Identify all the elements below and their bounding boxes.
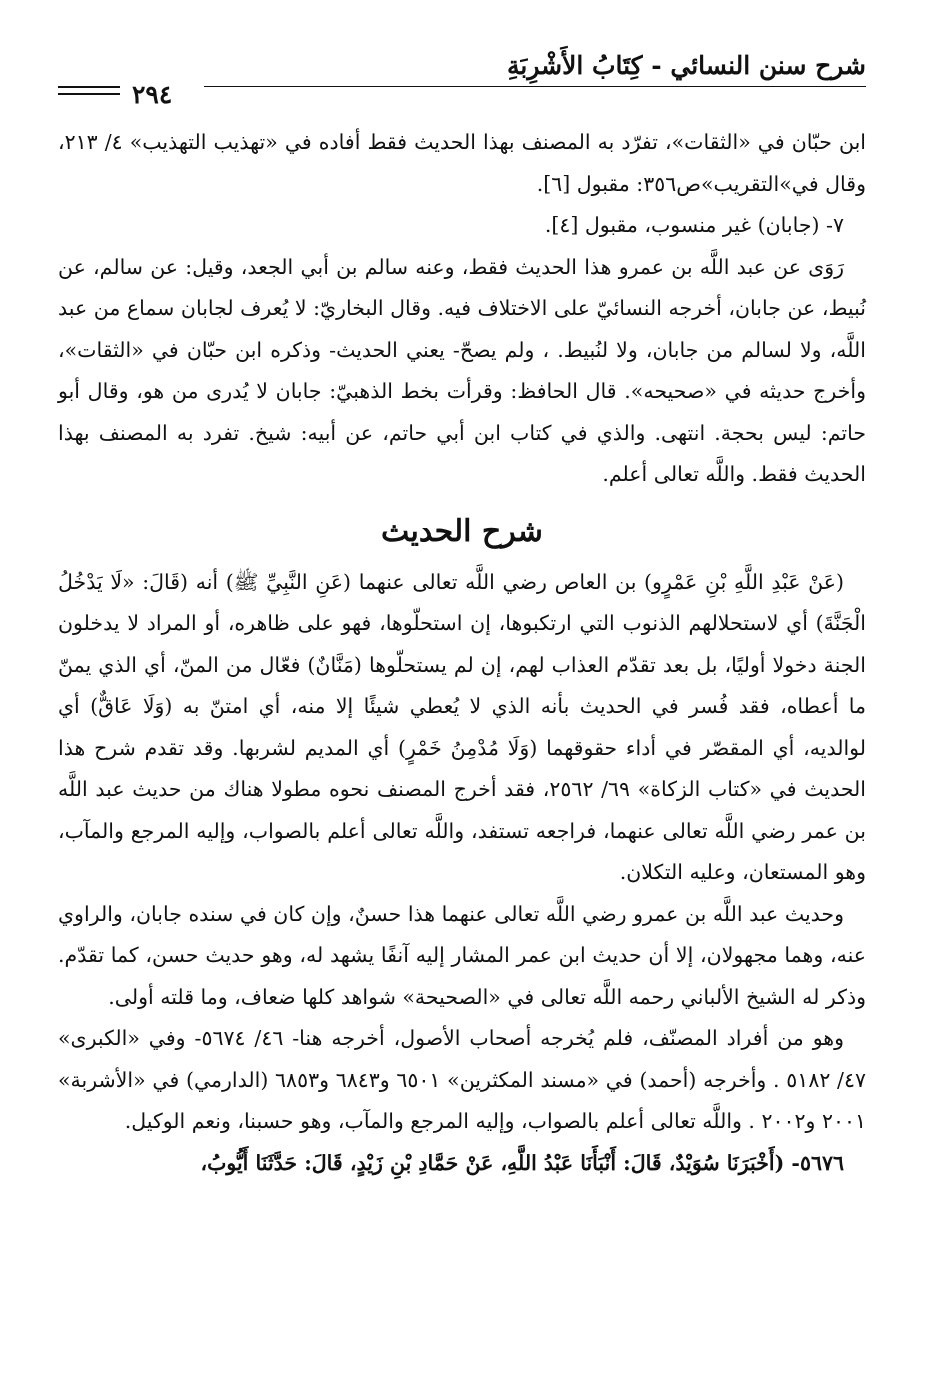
paragraph-narrator-jaban: ٧- (جابان) غير منسوب، مقبول [٤]. [544, 213, 844, 237]
paragraph-jaban-biography: رَوَى عن عبد اللَّه بن عمرو هذا الحديث فقط، وعنه سالم بن أبي الجعد، وقيل: عن سالم، عن نُبيط، عن جابان، أخرجه النسائيّ على الاختلاف فيه. وقال البخاريّ: لا يُعرف لجابان سماع من عبد اللَّه، ولا لسالم من جابان، ولا لنُبيط. ، ولم يصحّ- يعني الحديث- وذكره ابن حبّان في «الثقات»، وأخرج حديثه في «صحيحه». قال الحافظ: وقرأت بخط الذهبيّ: جابان لا يُدرى من هو، وقال أبو حاتم: ليس بحجة. انتهى. والذي في كتاب ابن أبي حاتم، عن أبيه: شيخ. تفرد به المصنف بهذا الحديث فقط. واللَّه تعالى أعلم. [58, 254, 866, 486]
page-number-rules [58, 86, 120, 100]
running-title: شرح سنن النسائي - كِتَابُ الأَشْرِبَةِ [506, 51, 866, 80]
page-body [58, 122, 866, 1184]
page-header [58, 48, 866, 109]
hadith-chain-line: ٥٦٧٦- (أَخْبَرَنَا سُوَيْدٌ، قَالَ: أَنْبَأَنَا عَبْدُ اللَّهِ، عَنْ حَمَّادِ بْنِ زَيْدٍ، قَالَ: حَدَّثَنَا أَيُّوبُ، [200, 1150, 844, 1175]
section-title: شرح الحديث [381, 513, 543, 549]
paragraph-hadith-grading: وحديث عبد اللَّه بن عمرو رضي اللَّه تعالى عنهما هذا حسنٌ، وإن كان في سنده جابان، والراوي عنه، وهما مجهولان، إلا أن حديث ابن عمر المشار إليه آنفًا يشهد له، وهو حديث حسن، كما تقدّم. وذكر له الشيخ الألباني رحمه اللَّه تعالى في «الصحيحة» شواهد كلها ضعاف، وما قلته أولى. [58, 901, 866, 1009]
document-page [58, 48, 866, 1348]
page-number: ٢٩٤ [122, 78, 182, 112]
paragraph-narrator-note: ابن حبّان في «الثقات»، تفرّد به المصنف بهذا الحديث فقط أفاده في «تهذيب التهذيب» ٤/ ٢١٣، وقال في»التقريب»ص٣٥٦: مقبول [٦]. [58, 130, 866, 196]
header-rule [204, 86, 866, 87]
paragraph-hadith-explanation: (عَنْ عَبْدِ اللَّهِ بْنِ عَمْرٍو) بن العاص رضي اللَّه تعالى عنهما (عَنِ النَّبِيِّ ﷺ) أنه (قَالَ: «لَا يَدْخُلُ الْجَنَّةَ) أي لاستحلالهم الذنوب التي ارتكبوها، إن استحلّوها، فهو على ظاهره، أو المراد لا يدخلون الجنة دخولا أوليًا، بل بعد تقدّم العذاب لهم، إن لم يستحلّوها (مَنَّانٌ) فعّال من المنّ، أي الذي يمنّ ما أعطاه، فقد فُسر في الحديث بأنه الذي لا يُعطي شيئًا إلا منه، أي امتنّ به (وَلَا عَاقٌّ) أي لوالديه، أي المقصّر في أداء حقوقهما (وَلَا مُدْمِنُ خَمْرٍ) أي المديم لشربها. وقد تقدم شرح هذا الحديث في «كتاب الزكاة» ٦٩/ ٢٥٦٢، فقد أخرج المصنف نحوه مطولا هناك من حديث عبد اللَّه بن عمر رضي اللَّه تعالى عنهما، فراجعه تستفد، واللَّه تعالى أعلم بالصواب، وإليه المرجع والمآب، وهو المستعان، وعليه التكلان. [58, 569, 866, 884]
paragraph-hadith-sources: وهو من أفراد المصنّف، فلم يُخرجه أصحاب الأصول، أخرجه هنا- ٤٦/ ٥٦٧٤- وفي «الكبرى» ٤٧/ ٥١٨٢ . وأخرجه (أحمد) في «مسند المكثرين» ٦٥٠١ و٦٨٤٣ و٦٨٥٣ (الدارمي) في «الأشربة» ٢٠٠١ و٢٠٠٢ . واللَّه تعالى أعلم بالصواب، وإليه المرجع والمآب، وهو حسبنا، ونعم الوكيل. [58, 1026, 866, 1133]
